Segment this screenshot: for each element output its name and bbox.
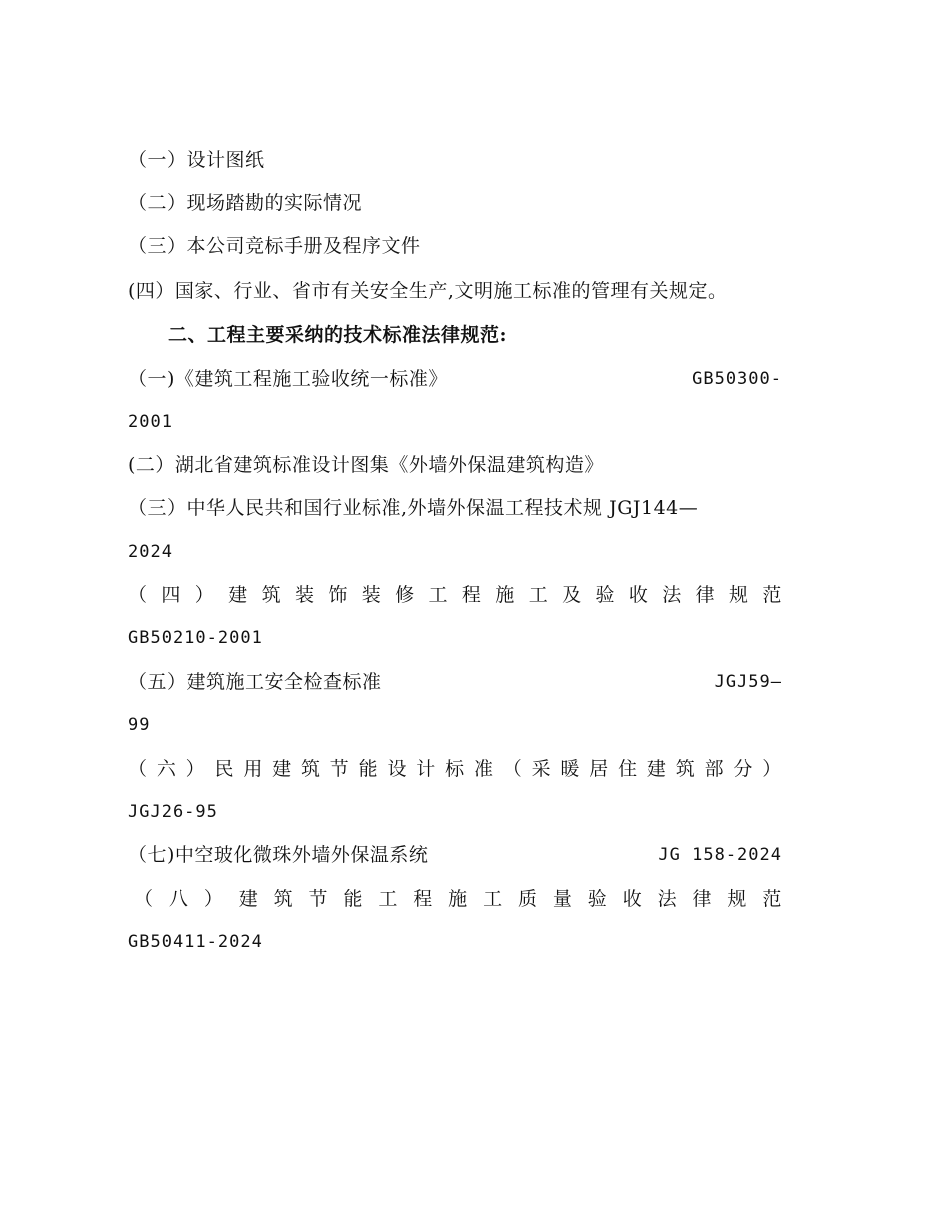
standard-6-char: 分: [733, 758, 753, 780]
standard-4-char: 工: [528, 584, 549, 606]
standard-6-char: 标: [445, 758, 465, 780]
standard-6-char: 筑: [300, 758, 321, 780]
standard-8-char: ）: [203, 888, 224, 910]
standard-4-char: 工: [428, 584, 449, 606]
standard-4-char: 及: [562, 584, 582, 606]
standard-4-char: 验: [595, 584, 615, 606]
standard-7-name: （七)中空玻化微珠外墙外保温系统: [128, 844, 429, 866]
standard-1-code-continued: 2001: [128, 412, 173, 432]
standard-4-char: （: [128, 584, 148, 606]
standard-2-name: (二）湖北省建筑标准设计图集《外墙外保温建筑构造》: [128, 454, 604, 476]
standard-1-name: （一)《建筑工程施工验收统一标准》: [128, 368, 448, 390]
standard-6-char: （: [128, 758, 148, 780]
standard-6-code: JGJ26-95: [128, 802, 218, 822]
standard-4-char: 装: [361, 584, 382, 606]
standard-8-char: 收: [622, 888, 643, 910]
standard-4-char: 法: [662, 584, 682, 606]
section-heading: 二、工程主要采纳的技术标准法律规范:: [168, 324, 508, 346]
standard-4-char: ）: [194, 584, 215, 606]
standard-4-char: 范: [762, 584, 782, 606]
standard-6-char: 计: [416, 758, 436, 780]
standard-8-name: [134, 887, 782, 911]
standard-8-char: （: [134, 888, 154, 910]
standard-8-char: 规: [727, 888, 747, 910]
standard-6-char: （: [502, 758, 523, 780]
standard-4-char: 饰: [328, 584, 348, 606]
standard-6-char: 部: [704, 758, 725, 780]
standard-5-code: JGJ59—: [714, 672, 782, 692]
standard-4-code: GB50210-2001: [128, 628, 263, 648]
standard-4-char: 修: [395, 584, 415, 606]
standard-4-char: 规: [729, 584, 749, 606]
standard-6-char: 建: [646, 758, 667, 780]
standard-6-char: 采: [531, 758, 552, 780]
standard-6-char: ）: [762, 758, 782, 780]
standard-4-char: 施: [495, 584, 515, 606]
standard-6-char: 节: [329, 758, 350, 780]
basis-item-1: （一）设计图纸: [128, 149, 265, 171]
standard-6-char: 民: [214, 758, 234, 780]
standard-5-row: [128, 670, 782, 694]
standard-3-name: （三）中华人民共和国行业标准,外墙外保温工程技术规 JGJ144—: [128, 497, 699, 519]
standard-8-char: 工: [378, 888, 398, 910]
standard-8-char: 建: [238, 888, 259, 910]
standard-6-char: 准: [473, 758, 494, 780]
standard-8-char: 律: [692, 888, 713, 910]
standard-6-char: ）: [185, 758, 206, 780]
standard-4-char: 四: [161, 584, 181, 606]
standard-1-row: [128, 367, 782, 391]
standard-8-char: 范: [762, 888, 782, 910]
standard-8-char: 节: [308, 888, 329, 910]
standard-8-char: 验: [587, 888, 608, 910]
standard-8-char: 质: [517, 888, 538, 910]
standard-4-char: 律: [695, 584, 716, 606]
standard-3-code-continued: 2024: [128, 542, 173, 562]
standard-4-char: 建: [228, 584, 248, 606]
standard-4-name: [128, 583, 782, 607]
standard-7-row: [128, 843, 782, 867]
standard-6-char: 筑: [675, 758, 696, 780]
standard-8-char: 施: [448, 888, 468, 910]
standard-8-char: 程: [413, 888, 433, 910]
standard-8-char: 工: [483, 888, 503, 910]
standard-7-code: JG 158-2024: [658, 845, 782, 865]
standard-6-char: 暖: [560, 758, 580, 780]
basis-item-3: （三）本公司竞标手册及程序文件: [128, 235, 421, 257]
basis-item-2: （二）现场踏勘的实际情况: [128, 192, 363, 214]
standard-8-char: 能: [343, 888, 363, 910]
standard-8-char: 筑: [273, 888, 294, 910]
standard-4-char: 筑: [261, 584, 282, 606]
standard-8-char: 量: [552, 888, 573, 910]
standard-1-code: GB50300-: [692, 369, 782, 389]
standard-6-char: 设: [387, 758, 407, 780]
standard-6-char: 建: [272, 758, 292, 780]
standard-6-char: 六: [156, 758, 177, 780]
standard-8-char: 法: [657, 888, 678, 910]
standard-4-char: 收: [628, 584, 649, 606]
standard-5-code-continued: 99: [128, 715, 151, 735]
standard-6-char: 居: [589, 758, 609, 780]
standard-5-name: （五）建筑施工安全检查标准: [128, 671, 382, 693]
standard-6-name: [128, 757, 782, 781]
standard-8-code: GB50411-2024: [128, 932, 263, 952]
standard-4-char: 装: [294, 584, 315, 606]
standard-6-char: 能: [358, 758, 379, 780]
standard-8-char: 八: [168, 888, 189, 910]
standard-6-char: 用: [243, 758, 263, 780]
basis-item-4: (四）国家、行业、省市有关安全生产,文明施工标准的管理有关规定。: [128, 280, 728, 302]
standard-4-char: 程: [461, 584, 482, 606]
standard-6-char: 住: [618, 758, 638, 780]
